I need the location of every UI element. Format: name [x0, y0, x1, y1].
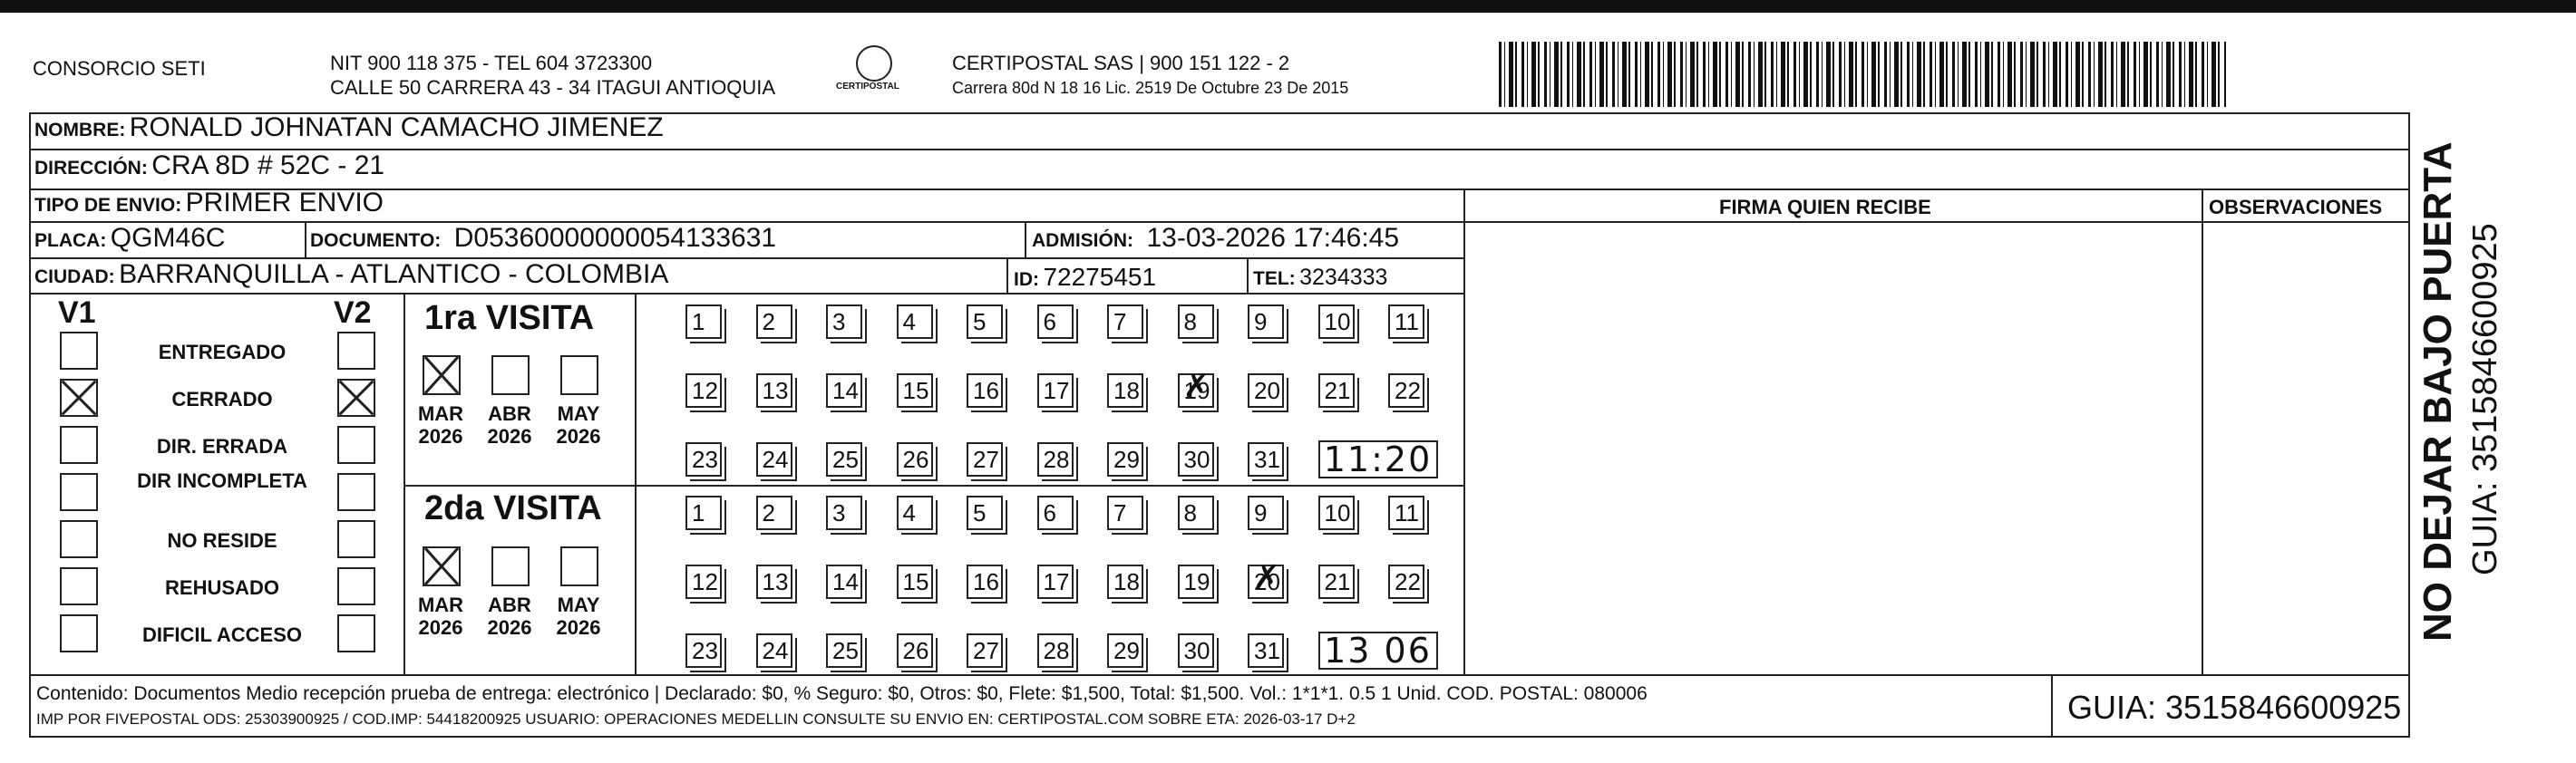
visit1-day-29[interactable]: 29: [1107, 442, 1143, 477]
placa-label: PLACA:: [34, 230, 107, 251]
visit1-day-3[interactable]: 3: [826, 304, 862, 339]
v2-checkbox-6[interactable]: [337, 567, 375, 605]
visit2-day-13[interactable]: 13: [756, 565, 792, 599]
nombre-row: [34, 112, 664, 143]
status-label-5: NO RESIDE: [167, 529, 277, 552]
visit1-day-28[interactable]: 28: [1037, 442, 1074, 477]
company-name: CONSORCIO SETI: [33, 57, 206, 80]
visit2-day-16[interactable]: 16: [967, 565, 1003, 599]
visit1-day-12[interactable]: 12: [685, 373, 722, 408]
visit1-title: 1ra VISITA: [424, 299, 595, 337]
visit1-day-10[interactable]: 10: [1318, 304, 1355, 339]
documento-value: D05360000000054133631: [453, 223, 777, 253]
id-label: ID:: [1014, 269, 1039, 290]
v1-checkbox-7[interactable]: [60, 614, 98, 652]
visit1-day-15[interactable]: 15: [897, 373, 933, 408]
visit1-day-25[interactable]: 25: [826, 442, 862, 477]
visit1-day-17[interactable]: 17: [1037, 373, 1074, 408]
visit2-day-20[interactable]: 20 ✗: [1248, 565, 1284, 599]
visit1-month-checkbox-mar[interactable]: [423, 355, 461, 395]
visit1-day-7[interactable]: 7: [1107, 304, 1143, 339]
v2-label: V2: [334, 295, 372, 330]
visit2-day-4[interactable]: 4: [897, 496, 933, 530]
v1-checkbox-1[interactable]: [60, 332, 98, 370]
visit1-day-6[interactable]: 6: [1037, 304, 1074, 339]
ciudad-cell: [34, 259, 668, 290]
tipo-envio-label: TIPO DE ENVIO:: [34, 195, 182, 216]
visit2-day-22[interactable]: 22: [1388, 565, 1424, 599]
ciudad-value: BARRANQUILLA - ATLANTICO - COLOMBIA: [119, 259, 669, 289]
visit2-day-29[interactable]: 29: [1107, 633, 1143, 668]
admision-value: 13-03-2026 17:46:45: [1146, 223, 1400, 253]
visit2-day-17[interactable]: 17: [1037, 565, 1074, 599]
v1-checkbox-6[interactable]: [60, 567, 98, 605]
documento-label: DOCUMENTO:: [310, 230, 442, 251]
visit1-day-11[interactable]: 11: [1388, 304, 1424, 339]
visit2-month-label-may: MAY 2026: [556, 594, 601, 639]
visit1-day-19[interactable]: 19 ✗: [1178, 373, 1214, 408]
visit2-day-5[interactable]: 5: [967, 496, 1003, 530]
address-line: CALLE 50 CARRERA 43 - 34 ITAGUI ANTIOQUIA: [330, 76, 776, 99]
visit1-day-22[interactable]: 22: [1388, 373, 1424, 408]
ciudad-label: CIUDAD:: [34, 266, 115, 287]
visit1-day-26[interactable]: 26: [897, 442, 933, 477]
admision-label: ADMISIÓN:: [1032, 230, 1133, 251]
visit2-day-23[interactable]: 23: [685, 633, 722, 668]
visit1-month-label-mar: MAR 2026: [417, 402, 464, 448]
v1-checkbox-3[interactable]: [60, 426, 98, 464]
barcode: [1499, 42, 2226, 107]
visit2-day-27[interactable]: 27: [967, 633, 1003, 668]
certipostal-logo-icon: [856, 45, 892, 82]
visit2-day-15[interactable]: 15: [897, 565, 933, 599]
visit1-day-14[interactable]: 14: [826, 373, 862, 408]
status-label-6: REHUSADO: [165, 576, 279, 599]
visit2-month-checkbox-mar[interactable]: [423, 546, 461, 586]
footer-guia: GUIA: 3515846600925: [2067, 689, 2402, 726]
side-no-dejar: NO DEJAR BAJO PUERTA: [2416, 141, 2460, 642]
visit2-day-3[interactable]: 3: [826, 496, 862, 530]
nombre-label: NOMBRE:: [34, 120, 126, 140]
visit1-month-checkbox-may[interactable]: [560, 355, 598, 395]
visit1-day-13[interactable]: 13: [756, 373, 792, 408]
visit2-day-30[interactable]: 30: [1178, 633, 1214, 668]
id-value: 72275451: [1043, 263, 1157, 291]
v2-checkbox-7[interactable]: [337, 614, 375, 652]
visit2-day-12[interactable]: 12: [685, 565, 722, 599]
visit1-day-5[interactable]: 5: [967, 304, 1003, 339]
side-guia: GUIA: 3515846600925: [2466, 223, 2504, 575]
tipo-envio-row: [34, 188, 384, 218]
visit2-day-9[interactable]: 9: [1248, 496, 1284, 530]
status-label-1: ENTREGADO: [158, 341, 287, 363]
visit1-day-31[interactable]: 31: [1248, 442, 1284, 477]
visit2-day-25[interactable]: 25: [826, 633, 862, 668]
visit1-day-30[interactable]: 30: [1178, 442, 1214, 477]
v2-checkbox-5[interactable]: [337, 520, 375, 558]
contenido-line: Contenido: Documentos Medio recepción prueba de entrega: electrónico | Declarado: $0, % Seguro: $0, Otros: $0, Flete: $1,500, Total: $1,500. Vol.: 1*1*1. 0.5 1 Unid. COD. POSTAL: 080006: [36, 683, 1648, 704]
visit2-day-8[interactable]: 8: [1178, 496, 1214, 530]
visit2-time: 13 06: [1318, 632, 1438, 670]
certipostal-line: CERTIPOSTAL SAS | 900 151 122 - 2: [952, 52, 1290, 74]
form-frame: [29, 112, 2410, 738]
visit2-day-28[interactable]: 28: [1037, 633, 1074, 668]
v1-checkbox-2[interactable]: [60, 379, 98, 417]
placa-value: QGM46C: [110, 223, 226, 253]
visit2-day-21[interactable]: 21: [1318, 565, 1355, 599]
status-label-3: DIR. ERRADA: [156, 435, 288, 458]
v2-checkbox-1[interactable]: [337, 332, 375, 370]
visit2-day-10[interactable]: 10: [1318, 496, 1355, 530]
visit2-day-14[interactable]: 14: [826, 565, 862, 599]
visit1-time: 11:20: [1318, 440, 1438, 478]
id-cell: [1014, 263, 1156, 292]
direccion-value: CRA 8D # 52C - 21: [151, 150, 385, 180]
nit-line: NIT 900 118 375 - TEL 604 3723300: [330, 52, 653, 74]
nombre-value: RONALD JOHNATAN CAMACHO JIMENEZ: [129, 112, 664, 142]
imp-line: IMP POR FIVEPOSTAL ODS: 25303900925 / COD.IMP: 54418200925 USUARIO: OPERACIONES MEDELLIN CONSULTE SU ENVIO EN: CERTIPOSTAL.COM SOBRE ETA: 2026-03-17 D+2: [36, 710, 1356, 728]
visit1-day-27[interactable]: 27: [967, 442, 1003, 477]
v2-checkbox-3[interactable]: [337, 426, 375, 464]
visit2-day-6[interactable]: 6: [1037, 496, 1074, 530]
visit2-month-checkbox-may[interactable]: [560, 546, 598, 586]
visit2-month-label-abr: ABR 2026: [487, 594, 532, 639]
visit2-month-label-mar: MAR 2026: [417, 594, 464, 639]
direccion-row: [34, 150, 384, 181]
v1-checkbox-4[interactable]: [60, 473, 98, 511]
top-edge-bar: [0, 0, 2576, 13]
v1-label: V1: [58, 295, 96, 330]
status-label-2: CERRADO: [171, 388, 273, 410]
admision-cell: [1032, 223, 1399, 254]
firma-label: FIRMA QUIEN RECIBE: [1719, 196, 1931, 218]
visit2-day-11[interactable]: 11: [1388, 496, 1424, 530]
v2-checkbox-2[interactable]: [337, 379, 375, 417]
visit2-day-24[interactable]: 24: [756, 633, 792, 668]
visit1-day-23[interactable]: 23: [685, 442, 722, 477]
visit1-day-4[interactable]: 4: [897, 304, 933, 339]
tel-value: 3234333: [1299, 265, 1388, 290]
tipo-envio-value: PRIMER ENVIO: [185, 188, 384, 217]
logo-text: CERTIPOSTAL: [836, 82, 899, 92]
visit1-day-21[interactable]: 21: [1318, 373, 1355, 408]
placa-cell: [34, 223, 225, 254]
v1-checkbox-5[interactable]: [60, 520, 98, 558]
visit2-day-18[interactable]: 18: [1107, 565, 1143, 599]
observaciones-label: OBSERVACIONES: [2209, 196, 2383, 218]
visit2-day-26[interactable]: 26: [897, 633, 933, 668]
visit1-day-20[interactable]: 20: [1248, 373, 1284, 408]
visit1-day-16[interactable]: 16: [967, 373, 1003, 408]
status-label-7: DIFICIL ACCESO: [141, 623, 302, 646]
tel-cell: [1253, 265, 1387, 291]
visit2-day-7[interactable]: 7: [1107, 496, 1143, 530]
visit1-day-2[interactable]: 2: [756, 304, 792, 339]
visit2-day-2[interactable]: 2: [756, 496, 792, 530]
visit2-day-19[interactable]: 19: [1178, 565, 1214, 599]
visit2-day-31[interactable]: 31: [1248, 633, 1284, 668]
visit1-day-1[interactable]: 1: [685, 304, 722, 339]
visit1-month-checkbox-abr[interactable]: [491, 355, 530, 395]
visit2-title: 2da VISITA: [424, 489, 602, 527]
visit2-day-1[interactable]: 1: [685, 496, 722, 530]
visit1-month-label-may: MAY 2026: [556, 402, 601, 448]
tel-label: TEL:: [1253, 268, 1296, 289]
visit1-day-8[interactable]: 8: [1178, 304, 1214, 339]
visit1-day-9[interactable]: 9: [1248, 304, 1284, 339]
v2-checkbox-4[interactable]: [337, 473, 375, 511]
direccion-label: DIRECCIÓN:: [34, 158, 148, 179]
visit1-day-18[interactable]: 18: [1107, 373, 1143, 408]
visit2-month-checkbox-abr[interactable]: [491, 546, 530, 586]
status-label-4: DIR INCOMPLETA: [137, 469, 307, 492]
license-line: Carrera 80d N 18 16 Lic. 2519 De Octubre 23 De 2015: [952, 79, 1349, 97]
documento-cell: [310, 223, 776, 254]
visit1-month-label-abr: ABR 2026: [487, 402, 532, 448]
visit1-day-24[interactable]: 24: [756, 442, 792, 477]
